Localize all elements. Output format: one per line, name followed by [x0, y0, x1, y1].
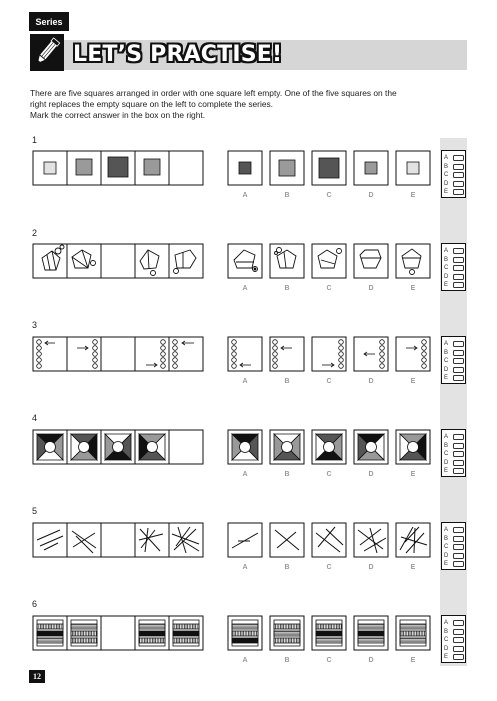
option-letter: C [326, 471, 332, 478]
answer-checkbox[interactable] [453, 637, 464, 643]
option-letter: E [410, 285, 416, 292]
option-boxes [228, 523, 430, 557]
answer-checkbox[interactable] [453, 561, 464, 567]
answer-choice-letter: E [444, 654, 449, 661]
page-number: 12 [29, 670, 45, 683]
answer-choice-letter: E [444, 375, 449, 382]
answer-checkbox[interactable] [453, 181, 464, 187]
answer-choice[interactable] [443, 628, 465, 636]
answer-choice-letter: C [444, 451, 449, 458]
answer-choice-letter: D [444, 645, 449, 652]
answer-checkbox[interactable] [453, 189, 464, 195]
answer-box [441, 150, 466, 198]
option-letter: C [326, 192, 332, 199]
answer-choice-letter: B [444, 349, 449, 356]
answer-checkbox[interactable] [453, 536, 464, 542]
answer-checkbox[interactable] [453, 443, 464, 449]
option-letter: A [242, 657, 248, 664]
answer-checkbox[interactable] [453, 282, 464, 288]
answer-choice[interactable] [443, 180, 465, 188]
answer-checkbox[interactable] [453, 265, 464, 271]
answer-choice[interactable] [443, 526, 465, 534]
answer-checkbox[interactable] [453, 460, 464, 466]
option-letter: B [284, 471, 290, 478]
option-letter: A [242, 192, 248, 199]
answer-checkbox[interactable] [453, 358, 464, 364]
answer-choice-letter: A [444, 248, 449, 254]
answer-choice[interactable] [443, 340, 465, 348]
answer-choice[interactable] [443, 264, 465, 272]
question-number: 5 [32, 506, 38, 516]
answer-choice[interactable] [443, 273, 465, 281]
answer-choice-letter: B [444, 256, 449, 263]
option-letter: A [242, 378, 248, 385]
answer-choice-letter: B [444, 442, 449, 449]
answer-choice[interactable] [443, 636, 465, 644]
answer-choice[interactable] [443, 433, 465, 441]
option-letter: D [368, 378, 374, 385]
answer-choice-letter: D [444, 552, 449, 559]
option-letter: D [368, 192, 374, 199]
answer-choice[interactable] [443, 645, 465, 653]
answer-checkbox[interactable] [453, 553, 464, 559]
option-letter: D [368, 657, 374, 664]
answer-checkbox[interactable] [453, 155, 464, 161]
answer-choice-letter: E [444, 189, 449, 196]
answer-checkbox[interactable] [453, 629, 464, 635]
answer-choice-letter: C [444, 637, 449, 644]
answer-choice-letter: D [444, 459, 449, 466]
answer-choice-letter: E [444, 561, 449, 568]
answer-checkbox[interactable] [453, 654, 464, 660]
option-letter: E [410, 471, 416, 478]
answer-box [441, 336, 466, 384]
answer-choice[interactable] [443, 357, 465, 365]
option-letter: E [410, 564, 416, 571]
instruction-line: There are five squares arranged in order with one square left empty. One of the five squares on the [30, 88, 397, 98]
option-letter: D [368, 285, 374, 292]
answer-choice-letter: B [444, 535, 449, 542]
answer-choice[interactable] [443, 442, 465, 450]
answer-box [441, 522, 466, 570]
question-number: 1 [32, 135, 38, 145]
answer-choice-letter: A [444, 620, 449, 626]
answer-checkbox[interactable] [453, 620, 464, 626]
answer-choice-letter: D [444, 366, 449, 373]
answer-checkbox[interactable] [453, 468, 464, 474]
answer-choice-letter: D [444, 180, 449, 187]
answer-choice[interactable] [443, 349, 465, 357]
answer-choice[interactable] [443, 163, 465, 171]
answer-checkbox[interactable] [453, 451, 464, 457]
answer-box [441, 615, 466, 663]
option-letter: C [326, 564, 332, 571]
answer-choice[interactable] [443, 543, 465, 551]
answer-checkbox[interactable] [453, 350, 464, 356]
option-letter: C [326, 378, 332, 385]
answer-choice-letter: A [444, 341, 449, 347]
answer-choice-letter: C [444, 358, 449, 365]
answer-choice-letter: E [444, 468, 449, 475]
option-letter: C [326, 285, 332, 292]
option-letter: C [326, 657, 332, 664]
answer-checkbox[interactable] [453, 257, 464, 263]
question-number: 3 [32, 320, 38, 330]
answer-checkbox[interactable] [453, 248, 464, 254]
answer-choice-letter: A [444, 155, 449, 161]
answer-checkbox[interactable] [453, 274, 464, 280]
section-tab: Series [29, 12, 69, 31]
question-number: 6 [32, 599, 38, 609]
answer-choice[interactable] [443, 247, 465, 255]
question-number: 2 [32, 228, 38, 238]
option-letter: D [368, 471, 374, 478]
answer-choice[interactable] [443, 256, 465, 264]
answer-choice[interactable] [443, 653, 465, 661]
option-letter: D [368, 564, 374, 571]
instruction-line: right replaces the empty square on the left to complete the series. [30, 99, 274, 109]
answer-checkbox[interactable] [453, 367, 464, 373]
answer-choice[interactable] [443, 619, 465, 627]
option-letter: B [284, 285, 290, 292]
answer-checkbox[interactable] [453, 544, 464, 550]
answer-choice-letter: C [444, 172, 449, 179]
question-number: 4 [32, 413, 38, 423]
answer-checkbox[interactable] [453, 172, 464, 178]
answer-choice-letter: C [444, 544, 449, 551]
option-letter: A [242, 471, 248, 478]
instruction-line: Mark the correct answer in the box on the right. [30, 110, 206, 120]
option-letter: B [284, 657, 290, 664]
option-letter: B [284, 378, 290, 385]
answer-choice[interactable] [443, 535, 465, 543]
answer-choice[interactable] [443, 171, 465, 179]
option-letter: A [242, 285, 248, 292]
answer-choice[interactable] [443, 374, 465, 382]
answer-choice[interactable] [443, 450, 465, 458]
answer-checkbox[interactable] [453, 434, 464, 440]
answer-checkbox[interactable] [453, 527, 464, 533]
answer-choice-letter: E [444, 282, 449, 289]
answer-choice-letter: D [444, 273, 449, 280]
answer-choice-letter: C [444, 265, 449, 272]
answer-choice[interactable] [443, 560, 465, 568]
answer-choice[interactable] [443, 154, 465, 162]
answer-choice-letter: B [444, 163, 449, 170]
answer-checkbox[interactable] [453, 341, 464, 347]
option-letter: B [284, 192, 290, 199]
option-boxes [228, 337, 430, 371]
answer-checkbox[interactable] [453, 646, 464, 652]
option-letter: E [410, 657, 416, 664]
answer-choice-letter: B [444, 628, 449, 635]
answer-choice[interactable] [443, 188, 465, 196]
option-letter: E [410, 192, 416, 199]
answer-choice[interactable] [443, 366, 465, 374]
answer-choice[interactable] [443, 552, 465, 560]
answer-choice-letter: A [444, 527, 449, 533]
answer-checkbox[interactable] [453, 164, 464, 170]
option-letter: B [284, 564, 290, 571]
answer-choice[interactable] [443, 467, 465, 475]
answer-box [441, 243, 466, 291]
page-title: LET’S PRACTISE! [73, 42, 283, 67]
answer-choice[interactable] [443, 459, 465, 467]
series-strip [33, 523, 203, 557]
answer-box [441, 429, 466, 477]
answer-choice-letter: A [444, 434, 449, 440]
answer-choice[interactable] [443, 281, 465, 289]
option-letter: A [242, 564, 248, 571]
option-letter: E [410, 378, 416, 385]
answer-checkbox[interactable] [453, 375, 464, 381]
